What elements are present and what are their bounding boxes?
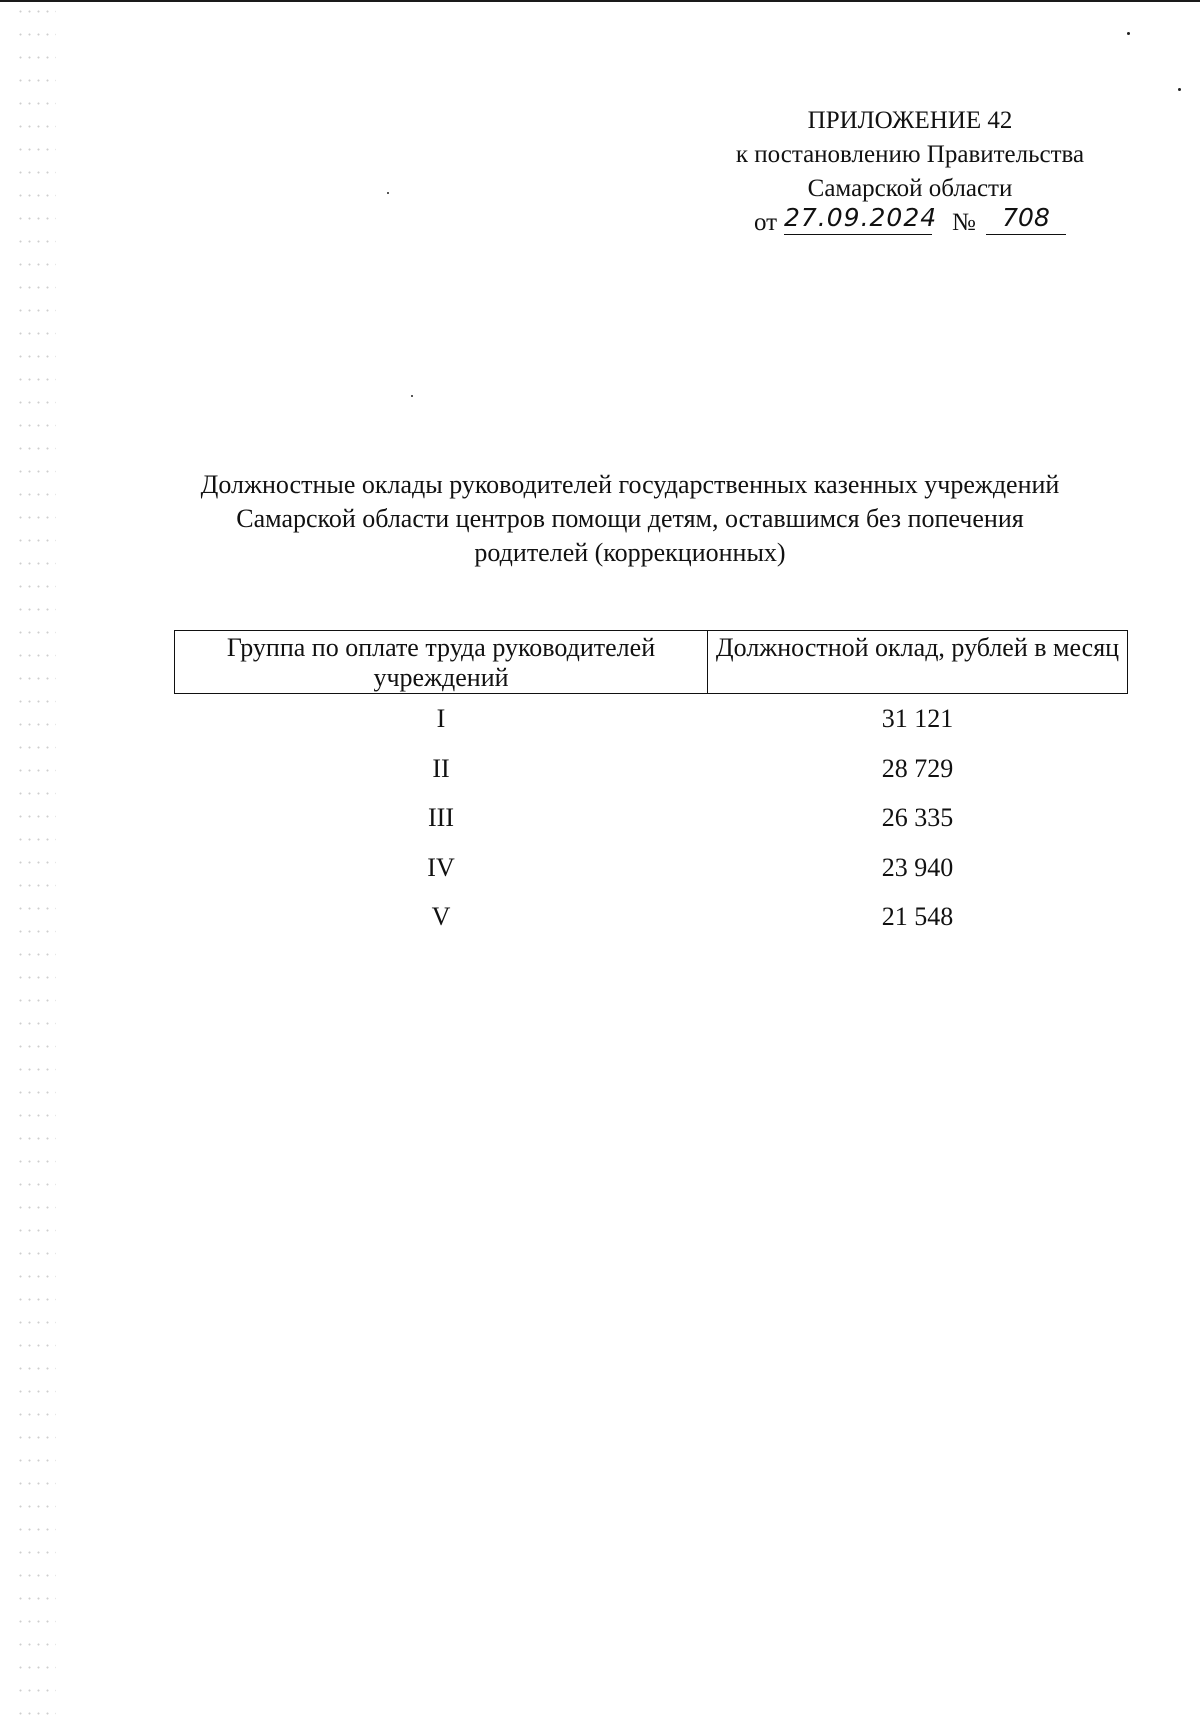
number-sign: № [952, 209, 976, 236]
header-salary: Должностной оклад, рублей в месяц [708, 631, 1128, 694]
header-group: Группа по оплате труда руководителей учреждений [175, 631, 708, 694]
group-cell: IV [427, 852, 455, 882]
date-prefix: от [754, 209, 778, 236]
appendix-date-line [660, 203, 1160, 242]
salary-table [174, 630, 1128, 942]
table-row [175, 843, 1128, 893]
table-header-row [175, 631, 1128, 694]
appendix-header [660, 104, 1160, 242]
scan-speck [411, 395, 413, 397]
table-row [175, 892, 1128, 942]
salary-cell: 23 940 [881, 852, 954, 882]
appendix-line-2: Самарской области [807, 175, 1013, 202]
table-row [175, 744, 1128, 794]
group-cell: I [436, 704, 446, 733]
group-cell: V [431, 902, 451, 931]
scan-speck [387, 192, 389, 194]
handwritten-number: 708 [986, 202, 1066, 235]
appendix-line-1: к постановлению Правительства [735, 141, 1085, 168]
handwritten-date: 27.09.2024 [784, 202, 932, 235]
table-row [175, 793, 1128, 843]
scan-edge-noise [16, 0, 56, 1715]
salary-cell: 31 121 [881, 704, 954, 733]
group-cell: III [428, 803, 454, 832]
salary-cell: 26 335 [881, 803, 954, 832]
salary-cell: 28 729 [881, 753, 954, 783]
scan-speck [1127, 32, 1130, 35]
document-title [150, 468, 1110, 570]
document-title-line-1: Должностные оклады руководителей государственных казенных учреждений [200, 470, 1060, 499]
table-row [175, 694, 1128, 744]
salary-cell: 21 548 [881, 902, 954, 931]
appendix-title: ПРИЛОЖЕНИЕ 42 [807, 107, 1013, 134]
group-cell: II [432, 753, 450, 783]
scan-speck [1178, 88, 1181, 91]
scan-top-border [0, 0, 1200, 2]
document-title-line-2: Самарской области центров помощи детям, оставшимся без попечения [236, 504, 1024, 533]
document-title-line-3: родителей (коррекционных) [474, 538, 786, 567]
